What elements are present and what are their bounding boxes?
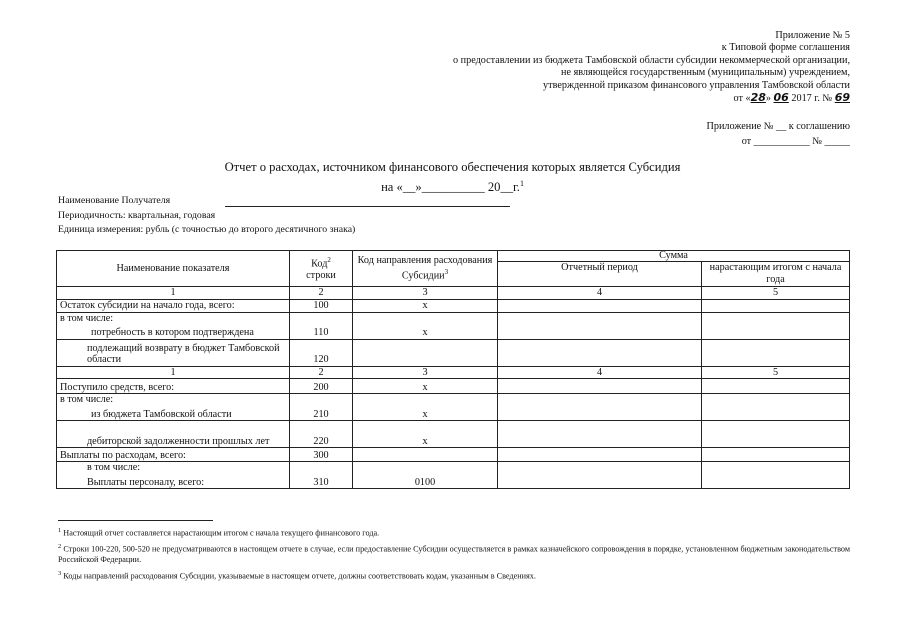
row-direction [353,462,498,474]
date-number: 69 [834,91,850,105]
row-period-value[interactable] [498,299,702,312]
footnote-mark: 1 [58,527,62,534]
row-code: 310 [290,474,353,489]
row-cumulative-value[interactable] [702,462,850,474]
unit: Единица измерения: рубль (с точностью до второго десятичного знака) [58,224,356,235]
row-direction: x [353,421,498,448]
date-month: 06 [773,91,789,105]
agreement-annex-number: Приложение № __ к соглашению [706,121,850,132]
col-num: 5 [702,287,850,300]
row-direction: x [353,299,498,312]
row-code: 120 [290,339,353,366]
row-period-value[interactable] [498,462,702,474]
row-code: 100 [290,299,353,312]
periodicity: Периодичность: квартальная, годовая [58,210,216,221]
table-row [57,406,850,421]
row-name: потребность в котором подтверждена [57,324,290,339]
header-sum: Сумма [498,251,850,262]
row-cumulative-value[interactable] [702,324,850,339]
row-cumulative-value[interactable] [702,299,850,312]
annex-subject-cont: не являющейся государственным (муниципальным) учреждением, [561,67,850,79]
report-table [56,250,850,489]
date-mid: » [765,93,771,105]
row-code: 210 [290,406,353,421]
row-direction: x [353,406,498,421]
table-row [57,339,850,366]
row-cumulative-value[interactable] [702,339,850,366]
header-cumulative: нарастающим итогом с начала года [702,262,850,287]
row-name: в том числе: [57,394,290,406]
row-cumulative-value[interactable] [702,474,850,489]
annex-header [350,30,850,105]
row-cumulative-value[interactable] [702,448,850,462]
row-code [290,394,353,406]
col-num: 3 [353,287,498,300]
report-subtitle [0,176,905,195]
row-name: подлежащий возврату в бюджет Тамбовской области [57,339,290,366]
header-direction [353,251,498,287]
row-cumulative-value[interactable] [702,406,850,421]
col-num: 3 [353,366,498,379]
row-name: в том числе: [57,312,290,324]
report-note-mark: 1 [519,179,524,188]
row-cumulative-value[interactable] [702,394,850,406]
table-row [57,394,850,406]
row-direction [353,448,498,462]
row-period-value[interactable] [498,379,702,394]
annex-subject: о предоставлении из бюджета Тамбовской области субсидии некоммерческой организации, [453,54,850,66]
row-code: 110 [290,324,353,339]
row-name: в том числе: [57,462,290,474]
recipient-row [58,195,510,207]
annex-number: Приложение № 5 [775,30,850,41]
table-row [57,299,850,312]
date-year: 2017 г. № [791,93,833,105]
col-num: 2 [290,366,353,379]
row-period-value[interactable] [498,448,702,462]
row-code: 200 [290,379,353,394]
footnote-mark: 3 [58,569,62,577]
row-name: из бюджета Тамбовской области [57,406,290,421]
report-title: Отчет о расходах, источником финансового обеспечения которых является Субсидия [224,160,681,174]
column-number-row [57,287,850,300]
row-code [290,462,353,474]
row-period-value[interactable] [498,406,702,421]
table-row [57,474,850,489]
table-row [57,324,850,339]
annex-form-ref: к Типовой форме соглашения [721,42,850,54]
table-row [57,462,850,474]
footnote-2 [58,542,850,566]
col-num: 4 [498,366,702,379]
footnote-3 [58,569,850,582]
row-period-value[interactable] [498,312,702,324]
recipient-field[interactable] [225,197,510,207]
table-row [57,379,850,394]
header-code-note: 2 [327,256,331,265]
row-direction [353,312,498,324]
footnote-mark: 2 [58,543,62,551]
row-name: Выплаты персоналу, всего: [57,474,290,489]
header-period: Отчетный период [498,262,702,287]
table-row [57,312,850,324]
row-code [290,312,353,324]
header-code [290,251,353,287]
header-code-label2: строки [306,270,336,282]
row-period-value[interactable] [498,324,702,339]
table-header-row [57,251,850,262]
row-code: 300 [290,448,353,462]
col-num: 5 [702,366,850,379]
row-direction [353,394,498,406]
agreement-annex [550,119,850,149]
col-num: 1 [57,366,290,379]
header-direction-note: 3 [444,267,449,276]
row-period-value[interactable] [498,339,702,366]
row-direction [353,339,498,366]
row-name: Выплаты по расходам, всего: [57,448,290,462]
header-name: Наименование показателя [57,251,290,287]
footnote-text: Настоящий отчет составляется нарастающим итогом с начала текущего финансового года. [63,528,380,538]
column-number-row [57,366,850,379]
agreement-annex-date: от ___________ № _____ [741,136,850,147]
row-period-value[interactable] [498,421,702,448]
footnotes [58,526,850,585]
footnote-text: Коды направлений расходования Субсидии, указываемые в настоящем отчете, должны соответствовать кодам, указанным в Сведениях. [63,571,536,581]
annex-approval: утвержденной приказом финансового управления Тамбовской области [543,79,850,91]
annex-date-line [350,92,850,105]
row-cumulative-value[interactable] [702,421,850,448]
recipient-label: Наименование Получателя [58,195,171,206]
header-direction-label: Код направления расходования Субсидии [357,255,493,282]
row-name: дебиторской задолженности прошлых лет [57,421,290,448]
table-row [57,448,850,462]
footnote-text: Строки 100-220, 500-520 не предусматриваются в настоящем отчете в случае, если предоставление Субсидии осуществляется в рамках казначейского сопровождения в порядке, установленном бюджетным законодательством Российской Федерации. [58,544,851,565]
row-period-value[interactable] [498,474,702,489]
row-name: Остаток субсидии на начало года, всего: [57,299,290,312]
row-direction: x [353,324,498,339]
date-day: 28 [750,91,766,105]
row-cumulative-value[interactable] [702,379,850,394]
footnote-divider [58,520,213,521]
report-date: на «__»__________ 20__г. [381,180,520,195]
col-num: 1 [57,287,290,300]
footnote-1 [58,526,850,539]
col-num: 4 [498,287,702,300]
table-row [57,421,850,448]
col-num: 2 [290,287,353,300]
date-prefix: от « [733,93,751,105]
row-direction: x [353,379,498,394]
row-direction: 0100 [353,474,498,489]
header-code-label: Код [311,258,328,270]
row-name: Поступило средств, всего: [57,379,290,394]
row-cumulative-value[interactable] [702,312,850,324]
row-code: 220 [290,421,353,448]
row-period-value[interactable] [498,394,702,406]
